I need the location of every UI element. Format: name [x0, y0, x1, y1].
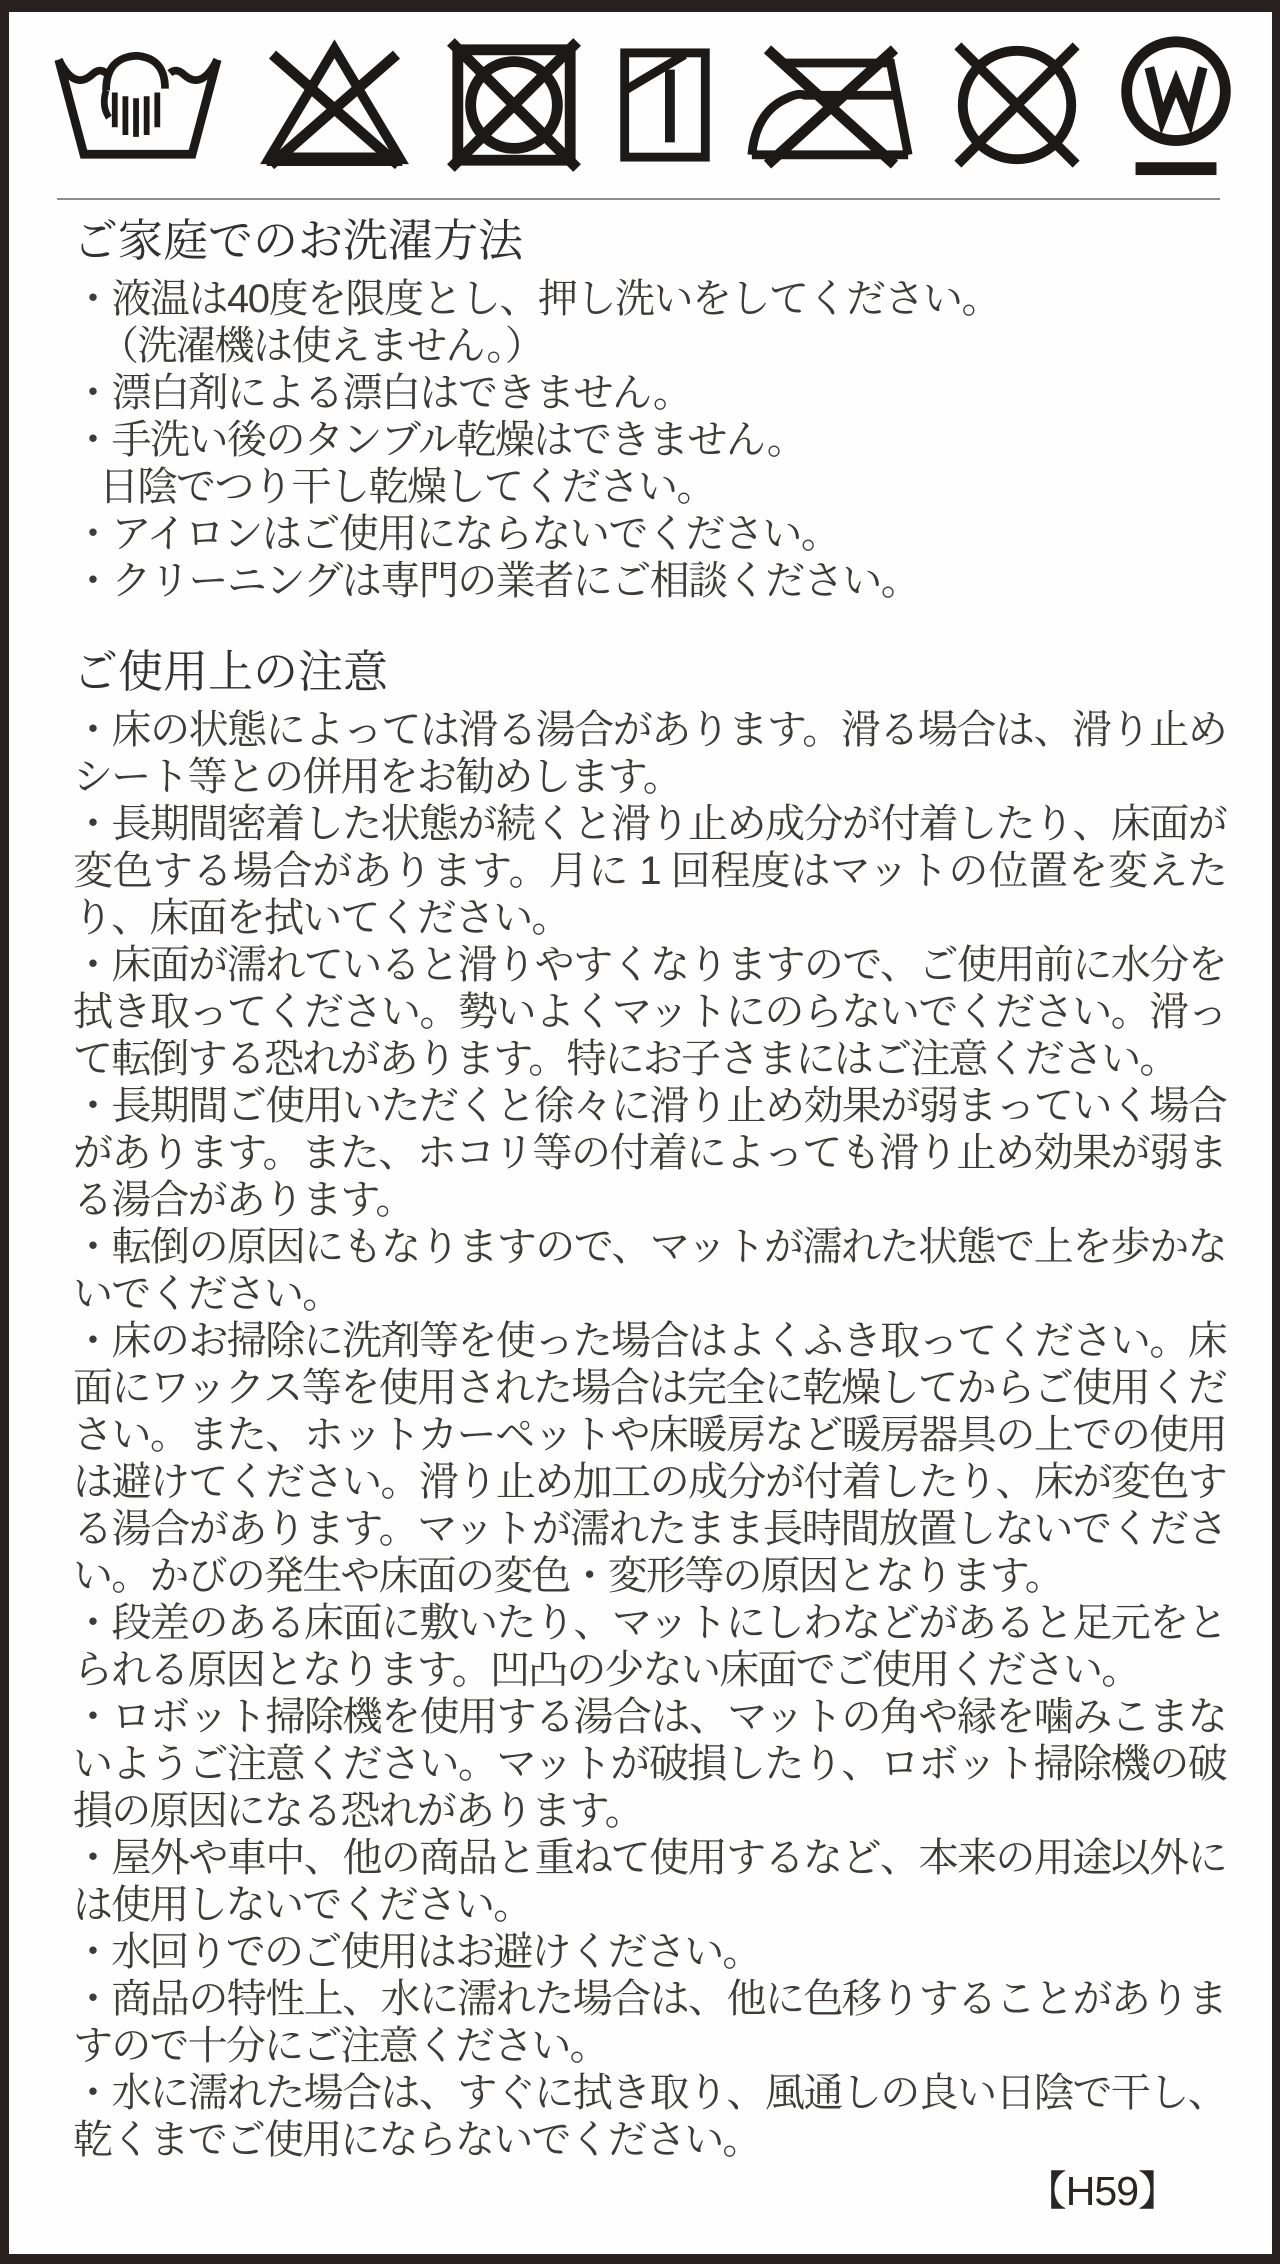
do-not-bleach-icon	[257, 39, 412, 171]
divider-line	[57, 198, 1220, 200]
wash-section-heading: ご家庭でのお洗濯方法	[73, 215, 524, 266]
do-not-iron-icon	[746, 39, 914, 171]
wash-item: ・手洗い後のタンブル乾燥はできません。	[73, 418, 806, 462]
caution-item: ・長期間ご使用いただくと徐々に滑り止め効果が弱まっていく場合があります。また、ホコリ等の付着によっても滑り止め効果が弱まる湯合があります。	[73, 1084, 1226, 1222]
caution-item: ・床の状態によっては滑る湯合があります。滑る場合は、滑り止めシート等との併用をお勧めします。	[73, 708, 1226, 799]
wash-item: ・アイロンはご使用にならないでください。	[73, 512, 840, 556]
caution-section-heading: ご使用上の注意	[73, 646, 389, 697]
wet-cleaning-icon	[1119, 30, 1234, 180]
caution-item: ・床面が濡れていると滑りやすくなりますので、ご使用前に水分を拭き取ってください。勢いよくマットにのらないでください。滑って転倒する恐れがあります。特にお子さまにはご注意ください。	[73, 943, 1226, 1081]
wash-instruction-list	[73, 276, 1226, 605]
caution-item: ・商品の特性上、水に濡れた場合は、他に色移りすることがありますので十分にご注意ください。	[73, 1977, 1226, 2068]
wash-item-continuation: （洗濯機は使えません。）	[99, 324, 544, 368]
caution-item: ・長期間密着した状態が続くと滑り止め成分が付着したり、床面が変色する場合があります。月に 1 回程度はマットの位置を変えたり、床面を拭いてください。	[73, 802, 1226, 940]
do-not-dry-clean-icon	[948, 36, 1086, 174]
label-content	[9, 214, 1272, 2214]
label-code: 【H59】	[1025, 2168, 1178, 2214]
caution-list	[73, 707, 1226, 2164]
caution-item: ・ロボット掃除機を使用する湯合は、マットの角や縁を噛みこまないようご注意ください。マットが破損したり、ロボット掃除機の破損の原因になる恐れがあります。	[73, 1695, 1226, 1833]
caution-item: ・屋外や車中、他の商品と重ねて使用するなど、本来の用途以外には使用しないでください。	[73, 1836, 1226, 1927]
caution-item: ・転倒の原因にもなりますので、マットが濡れた状態で上を歩かないでください。	[73, 1225, 1226, 1316]
line-dry-in-shade-icon	[617, 46, 713, 164]
caution-item: ・水回りでのご使用はお避けください。	[73, 1930, 761, 1974]
caution-item: ・水に濡れた場合は、すぐに拭き取り、風通しの良い日陰で干し、乾くまでご使用にならないでください。	[73, 2071, 1226, 2162]
hand-wash-icon	[51, 46, 223, 164]
caution-item: ・段差のある床面に敷いたり、マットにしわなどがあると足元をとられる原因となります。凹凸の少ない床面でご使用ください。	[73, 1601, 1226, 1692]
wash-item: ・液温は40度を限度とし、押し洗いをしてください。	[73, 277, 1000, 321]
do-not-tumble-dry-icon	[445, 29, 583, 181]
care-symbols-row	[9, 12, 1272, 184]
wash-item: ・クリーニングは専門の業者にご相談ください。	[73, 559, 920, 603]
caution-item: ・床のお掃除に洗剤等を使った場合はよくふき取ってください。床面にワックス等を使用された場合は完全に乾燥してからご使用ください。また、ホットカーペットや床暖房など暖房器具の上での使用は避けてください。滑り止め加工の成分が付着したり、床が変色する湯合があります。マットが濡れたまま長時間放置しないでください。かびの発生や床面の変色・変形等の原因となります。	[73, 1319, 1226, 1598]
wash-item: ・漂白剤による漂白はできません。	[73, 371, 692, 415]
wash-item-continuation: 日陰でつり干し乾燥してください。	[99, 465, 715, 509]
